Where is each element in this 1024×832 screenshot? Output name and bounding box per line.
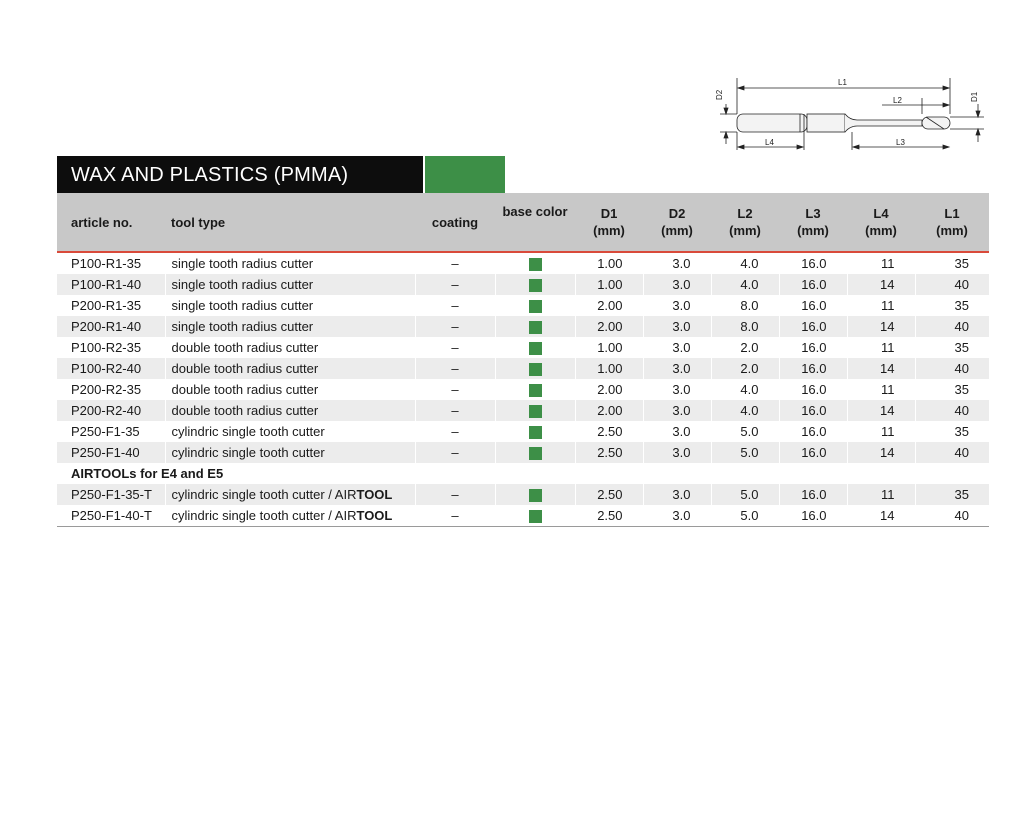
cell-coating: – [415, 337, 495, 358]
cell-l4: 11 [847, 295, 915, 316]
label-l4: L4 [765, 138, 774, 147]
cell-tool-type [165, 484, 415, 505]
base-color-swatch [529, 321, 542, 334]
cell-l1: 40 [915, 316, 989, 337]
cell-l4: 11 [847, 252, 915, 274]
table-row [57, 274, 989, 295]
page-title: WAX AND PLASTICS (PMMA) [71, 164, 349, 186]
cell-article: P100-R1-40 [57, 274, 165, 295]
table-row [57, 505, 989, 527]
base-color-swatch [529, 258, 542, 271]
cell-article: P250-F1-35-T [57, 484, 165, 505]
cell-d1: 1.00 [575, 274, 643, 295]
header-l3 [779, 193, 847, 252]
cell-l2: 5.0 [711, 421, 779, 442]
cell-l1: 35 [915, 379, 989, 400]
cell-tool-type: cylindric single tooth cutter [165, 442, 415, 463]
section-title-bar [57, 156, 423, 193]
cell-base-color [495, 316, 575, 337]
cell-coating: – [415, 274, 495, 295]
cell-l3: 16.0 [779, 274, 847, 295]
cell-tool-type: double tooth radius cutter [165, 379, 415, 400]
cell-coating: – [415, 442, 495, 463]
tool-dimension-diagram [712, 74, 992, 154]
header-l3-unit: (mm) [797, 223, 829, 238]
table-row [57, 295, 989, 316]
cell-base-color [495, 421, 575, 442]
cell-l1: 40 [915, 274, 989, 295]
cell-article: P200-R1-35 [71, 298, 142, 313]
header-base-color: base color [495, 193, 575, 252]
tool-type-bold: TOOL [356, 487, 393, 502]
cell-l3: 16.0 [779, 484, 847, 505]
base-color-swatch [529, 426, 542, 439]
cell-base-color [495, 295, 575, 316]
table-row [57, 400, 989, 421]
cell-l2: 5.0 [711, 484, 779, 505]
label-l3: L3 [896, 138, 905, 147]
cell-d2: 3.0 [643, 274, 711, 295]
cell-coating: – [415, 421, 495, 442]
base-color-swatch [529, 489, 542, 502]
header-l2 [711, 193, 779, 252]
cell-tool-type: double tooth radius cutter [165, 337, 415, 358]
cell-l2: 5.0 [711, 505, 779, 527]
cell-tool-type: single tooth radius cutter [165, 316, 415, 337]
header-d1-unit: (mm) [593, 223, 625, 238]
cell-article: P200-R2-40 [57, 400, 165, 421]
cell-tool-type: double tooth radius cutter [165, 400, 415, 421]
cell-base-color [495, 358, 575, 379]
cell-l4: 14 [847, 358, 915, 379]
cell-l2: 4.0 [711, 274, 779, 295]
cell-l1: 40 [915, 358, 989, 379]
cell-l2: 5.0 [711, 442, 779, 463]
cell-l3: 16.0 [779, 337, 847, 358]
cell-l1: 40 [915, 442, 989, 463]
product-table [57, 193, 989, 527]
cell-article: P200-R2-35 [71, 382, 142, 397]
table-row [57, 442, 989, 463]
header-article: article no. [57, 193, 165, 252]
cell-l3: 16.0 [779, 295, 847, 316]
table-row [57, 379, 989, 400]
cell-base-color [495, 379, 575, 400]
airtool-section-heading: AIRTOOLs for E4 and E5 [57, 463, 989, 484]
cell-d2: 3.0 [643, 421, 711, 442]
base-color-swatch [529, 447, 542, 460]
cell-l3: 16.0 [779, 442, 847, 463]
cell-coating: – [415, 252, 495, 274]
cell-l2: 8.0 [711, 316, 779, 337]
cell-article: P250-F1-40-T [57, 505, 165, 527]
cell-coating: – [415, 295, 495, 316]
cell-base-color [495, 337, 575, 358]
label-d1: D1 [970, 91, 979, 102]
cell-d1: 2.50 [575, 442, 643, 463]
cell-coating: – [415, 358, 495, 379]
label-l2: L2 [893, 96, 902, 105]
header-l1-label: L1 [944, 206, 960, 221]
cell-tool-type: single tooth radius cutter [165, 295, 415, 316]
cell-d2: 3.0 [643, 484, 711, 505]
header-d2-label: D2 [668, 206, 686, 221]
cell-tool-type: single tooth radius cutter [165, 252, 415, 274]
cell-coating: – [415, 484, 495, 505]
cell-base-color [495, 252, 575, 274]
base-color-swatch [529, 279, 542, 292]
cell-l3: 16.0 [779, 316, 847, 337]
cell-d2: 3.0 [643, 379, 711, 400]
base-color-swatch [529, 363, 542, 376]
cell-l3: 16.0 [779, 358, 847, 379]
tool-type-prefix: cylindric single tooth cutter / AIR [171, 487, 357, 502]
cell-d2: 3.0 [643, 252, 711, 274]
cell-l3: 16.0 [779, 400, 847, 421]
cell-l1: 35 [915, 252, 989, 274]
airtool-section-row [57, 463, 989, 484]
cell-article: P100-R1-35 [71, 256, 142, 271]
header-l2-unit: (mm) [729, 223, 761, 238]
cell-l2: 4.0 [711, 252, 779, 274]
header-d2-unit: (mm) [661, 223, 693, 238]
cell-tool-type: double tooth radius cutter [165, 358, 415, 379]
cell-coating: – [415, 400, 495, 421]
cell-base-color [495, 505, 575, 527]
cell-d2: 3.0 [643, 316, 711, 337]
cell-article: P250-F1-35 [71, 424, 140, 439]
cell-l4: 11 [847, 484, 915, 505]
cell-article: P200-R1-40 [57, 316, 165, 337]
cell-l2: 4.0 [711, 400, 779, 421]
header-d1-label: D1 [600, 206, 618, 221]
table-row [57, 316, 989, 337]
cell-d1: 2.50 [575, 421, 643, 442]
cell-l1: 35 [915, 295, 989, 316]
cell-l4: 11 [847, 379, 915, 400]
cell-l1: 35 [915, 421, 989, 442]
cell-l3: 16.0 [779, 379, 847, 400]
table-row [57, 484, 989, 505]
cell-d1: 1.00 [575, 337, 643, 358]
cell-l2: 2.0 [711, 358, 779, 379]
label-l1: L1 [838, 78, 847, 87]
header-d1 [575, 193, 643, 252]
cell-tool-type: single tooth radius cutter [165, 274, 415, 295]
tool-type-bold: TOOL [356, 508, 393, 523]
cell-l3: 16.0 [779, 252, 847, 274]
cell-d1: 2.00 [575, 379, 643, 400]
header-tool-type: tool type [165, 193, 415, 252]
cell-tool-type: cylindric single tooth cutter [165, 421, 415, 442]
header-d2 [643, 193, 711, 252]
cell-d2: 3.0 [643, 295, 711, 316]
cell-d1: 2.50 [575, 484, 643, 505]
header-l2-label: L2 [737, 206, 753, 221]
table-header-row [57, 193, 989, 252]
cell-l4: 11 [847, 421, 915, 442]
table-row [57, 337, 989, 358]
cell-l4: 11 [847, 337, 915, 358]
base-color-swatch [529, 510, 542, 523]
cell-d2: 3.0 [643, 505, 711, 527]
cell-d1: 2.50 [575, 505, 643, 527]
cell-d2: 3.0 [643, 400, 711, 421]
cell-l1: 40 [915, 400, 989, 421]
cell-l2: 2.0 [711, 337, 779, 358]
cell-d1: 2.00 [575, 316, 643, 337]
header-l1 [915, 193, 989, 252]
cell-tool-type [165, 505, 415, 527]
cell-base-color [495, 442, 575, 463]
header-l4-label: L4 [873, 206, 889, 221]
base-color-swatch [529, 300, 542, 313]
table-row [57, 421, 989, 442]
category-color-block [425, 156, 505, 193]
cell-article: P100-R2-35 [71, 340, 142, 355]
cell-d1: 2.00 [575, 400, 643, 421]
header-l1-unit: (mm) [936, 223, 968, 238]
cell-d2: 3.0 [643, 358, 711, 379]
cell-d2: 3.0 [643, 442, 711, 463]
label-d2: D2 [715, 89, 724, 100]
cell-base-color [495, 274, 575, 295]
cell-d2: 3.0 [643, 337, 711, 358]
cell-d1: 1.00 [575, 358, 643, 379]
header-coating: coating [415, 193, 495, 252]
cell-d1: 2.00 [575, 295, 643, 316]
table-row [57, 358, 989, 379]
cell-l1: 35 [915, 484, 989, 505]
header-l4-unit: (mm) [865, 223, 897, 238]
cell-l3: 16.0 [779, 421, 847, 442]
cell-l4: 14 [847, 505, 915, 527]
cell-l2: 8.0 [711, 295, 779, 316]
cell-l1: 40 [915, 505, 989, 527]
cell-l1: 35 [915, 337, 989, 358]
base-color-swatch [529, 342, 542, 355]
header-l4 [847, 193, 915, 252]
cell-l2: 4.0 [711, 379, 779, 400]
base-color-swatch [529, 384, 542, 397]
cell-l4: 14 [847, 274, 915, 295]
cell-l4: 14 [847, 400, 915, 421]
cell-article: P100-R2-40 [57, 358, 165, 379]
cell-d1: 1.00 [575, 252, 643, 274]
cell-base-color [495, 484, 575, 505]
header-l3-label: L3 [805, 206, 821, 221]
cell-coating: – [415, 379, 495, 400]
cell-article: P250-F1-40 [57, 442, 165, 463]
cell-l4: 14 [847, 442, 915, 463]
cell-coating: – [415, 505, 495, 527]
tool-type-prefix: cylindric single tooth cutter / AIR [171, 508, 357, 523]
cell-base-color [495, 400, 575, 421]
cell-coating: – [415, 316, 495, 337]
base-color-swatch [529, 405, 542, 418]
table-body [57, 252, 989, 527]
cell-l3: 16.0 [779, 505, 847, 527]
cell-l4: 14 [847, 316, 915, 337]
table-row [57, 252, 989, 274]
